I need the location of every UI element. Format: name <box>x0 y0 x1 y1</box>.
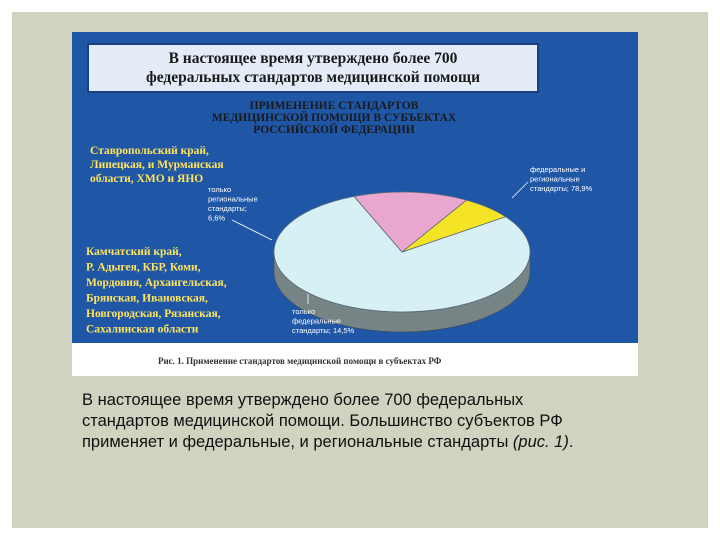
slice-label-federal-and-regional: федеральные и региональные стандарты; 78,9% <box>530 165 593 193</box>
banner-title: В настоящее время утверждено более 700 федеральных стандартов медицинской помощи <box>145 50 481 86</box>
figure-image <box>72 32 638 376</box>
slice-label-regional-only: только региональные стандарты; 6,6% <box>208 185 258 223</box>
pie-chart-figure <box>72 32 638 376</box>
region-note-regional-only: Ставропольский край, Липецкая, и Мурманская области, ХМО и ЯНО <box>90 145 224 185</box>
region-note-federal-only: Камчатский край, Р. Адыгея, КБР, Коми, Мордовия, Архангельская, Брянская, Ивановская, Новгородская, Рязанская, Сахалинская области <box>86 246 227 336</box>
body-paragraph-end: . <box>568 433 574 451</box>
slide <box>12 12 708 528</box>
figure-reference: (рис. 1) <box>512 433 569 451</box>
body-paragraph-text: В настоящее время утверждено более 700 федеральных стандартов медицинской помощи. Большинство субъектов РФ применяет и федеральные, и региональные стандарты <box>82 391 563 451</box>
chart-title: ПРИМЕНЕНИЕ СТАНДАРТОВ МЕДИЦИНСКОЙ ПОМОЩИ В СУБЪЕКТАХ РОССИЙСКОЙ ФЕДЕРАЦИИ <box>211 100 457 136</box>
slice-label-federal-only: только федеральные стандарты; 14,5% <box>292 307 355 335</box>
body-paragraph <box>82 390 602 453</box>
figure-caption: Рис. 1. Применение стандартов медицинской помощи в субъектах РФ <box>158 356 442 366</box>
